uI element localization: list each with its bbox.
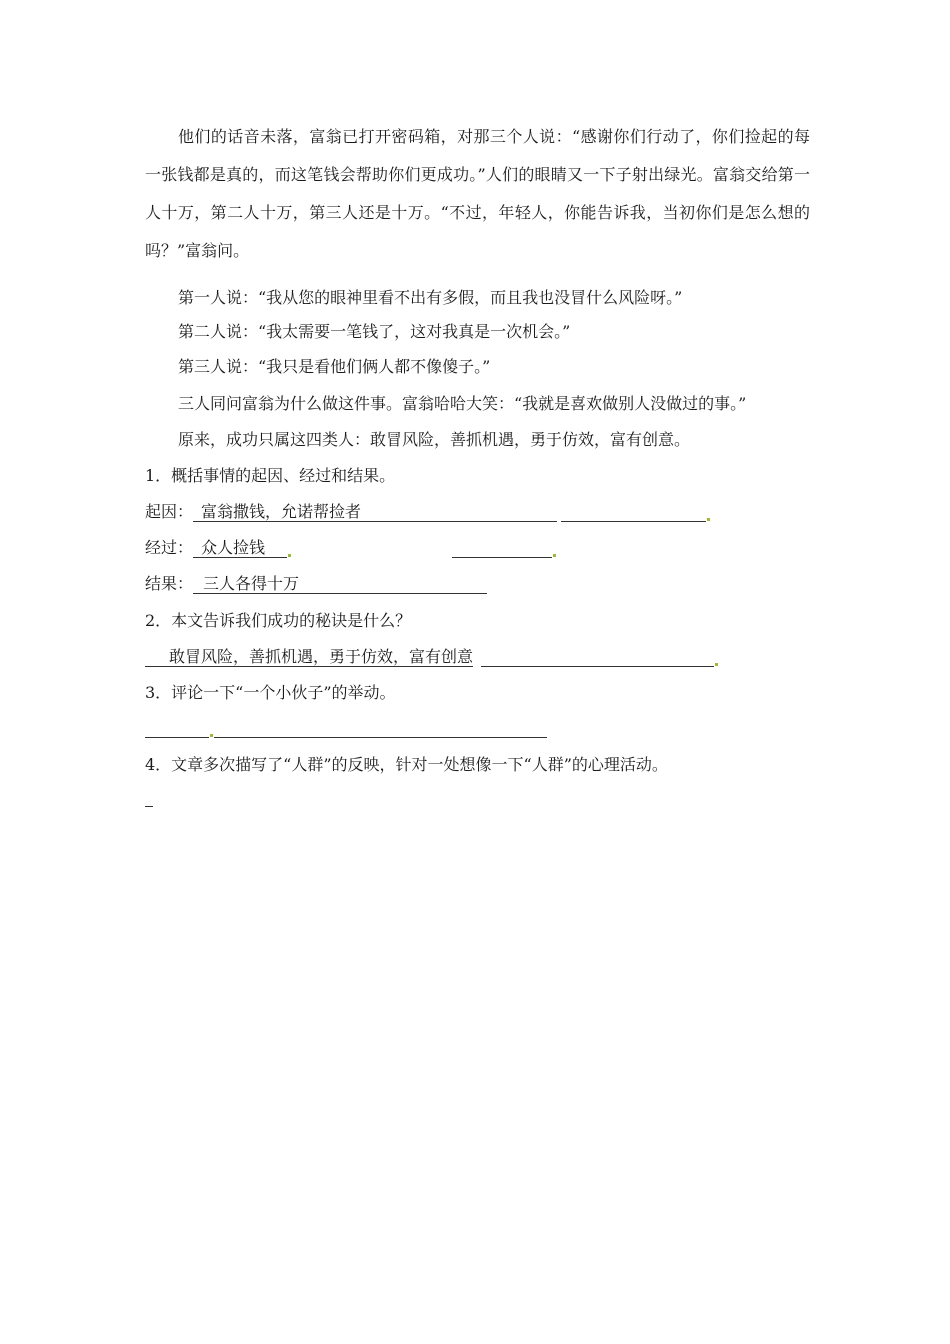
result-answer: 三人各得十万 xyxy=(203,574,300,593)
answer-dash xyxy=(145,806,153,807)
cause-answer: 富翁撒钱，允诺帮捡者 xyxy=(201,503,369,522)
cause-label: 起因： xyxy=(145,502,194,521)
passage-line-first-person: 第一人说：“我从您的眼神里看不出有多假，而且我也没冒什么风险呀。” xyxy=(178,288,683,307)
blank-fill xyxy=(214,719,547,738)
blank-fill xyxy=(481,648,714,667)
result-label: 结果： xyxy=(145,574,194,593)
passage-paragraph-1: 他们的话音未落，富翁已打开密码箱，对那三个人说：“感谢你们行动了，你们捡起的每一张钱都是真的，而这笔钱会帮助你们更成功。”人们的眼睛又一下子射出绿光。富翁交给第一人十万，第二人十万，第三人还是十万。“不过，年轻人，你能告诉我，当初你们是怎么想的吗？”富翁问。 xyxy=(145,127,810,260)
process-answer: 众人捡钱 xyxy=(201,539,269,558)
blank-lead xyxy=(193,575,203,594)
passage-line-question: 三人同问富翁为什么做这件事。富翁哈哈大笑：“我就是喜欢做别人没做过的事。” xyxy=(178,394,747,413)
answer-row-comment xyxy=(145,718,547,738)
blank-gap xyxy=(292,539,452,558)
question-3: 3．评论一下“一个小伙子”的举动。 xyxy=(145,683,396,702)
answer-row-cause xyxy=(145,502,711,522)
marker-dot xyxy=(288,554,291,557)
passage-line-conclusion: 原来，成功只属这四类人：敢冒风险，善抓机遇，勇于仿效，富有创意。 xyxy=(178,430,691,449)
marker-dot xyxy=(707,518,710,521)
blank-fill xyxy=(369,503,557,522)
blank-lead xyxy=(145,648,169,667)
blank-fill xyxy=(299,575,487,594)
blank-fill xyxy=(561,503,706,522)
answer-row-result xyxy=(145,574,487,594)
marker-dot xyxy=(715,663,718,666)
answer-row-process xyxy=(145,538,557,558)
question-2: 2．本文告诉我们成功的秘诀是什么？ xyxy=(145,611,412,630)
marker-dot xyxy=(553,554,556,557)
marker-dot xyxy=(210,734,213,737)
blank-fill xyxy=(145,719,209,738)
question-1: 1．概括事情的起因、经过和结果。 xyxy=(145,466,396,485)
answer-row-secret xyxy=(145,647,719,667)
passage-line-second-person: 第二人说：“我太需要一笔钱了，这对我真是一次机会。” xyxy=(178,322,571,341)
blank-fill xyxy=(452,539,552,558)
blank-lead xyxy=(193,539,201,558)
passage-line-third-person: 第三人说：“我只是看他们俩人都不像傻子。” xyxy=(178,357,491,376)
blank-lead xyxy=(193,503,201,522)
secret-answer: 敢冒风险，善抓机遇，勇于仿效，富有创意 xyxy=(169,647,474,666)
blank-fill xyxy=(269,539,287,558)
blank-gap xyxy=(473,648,481,667)
question-4: 4．文章多次描写了“人群”的反映，针对一处想像一下“人群”的心理活动。 xyxy=(145,755,668,774)
process-label: 经过： xyxy=(145,538,194,557)
